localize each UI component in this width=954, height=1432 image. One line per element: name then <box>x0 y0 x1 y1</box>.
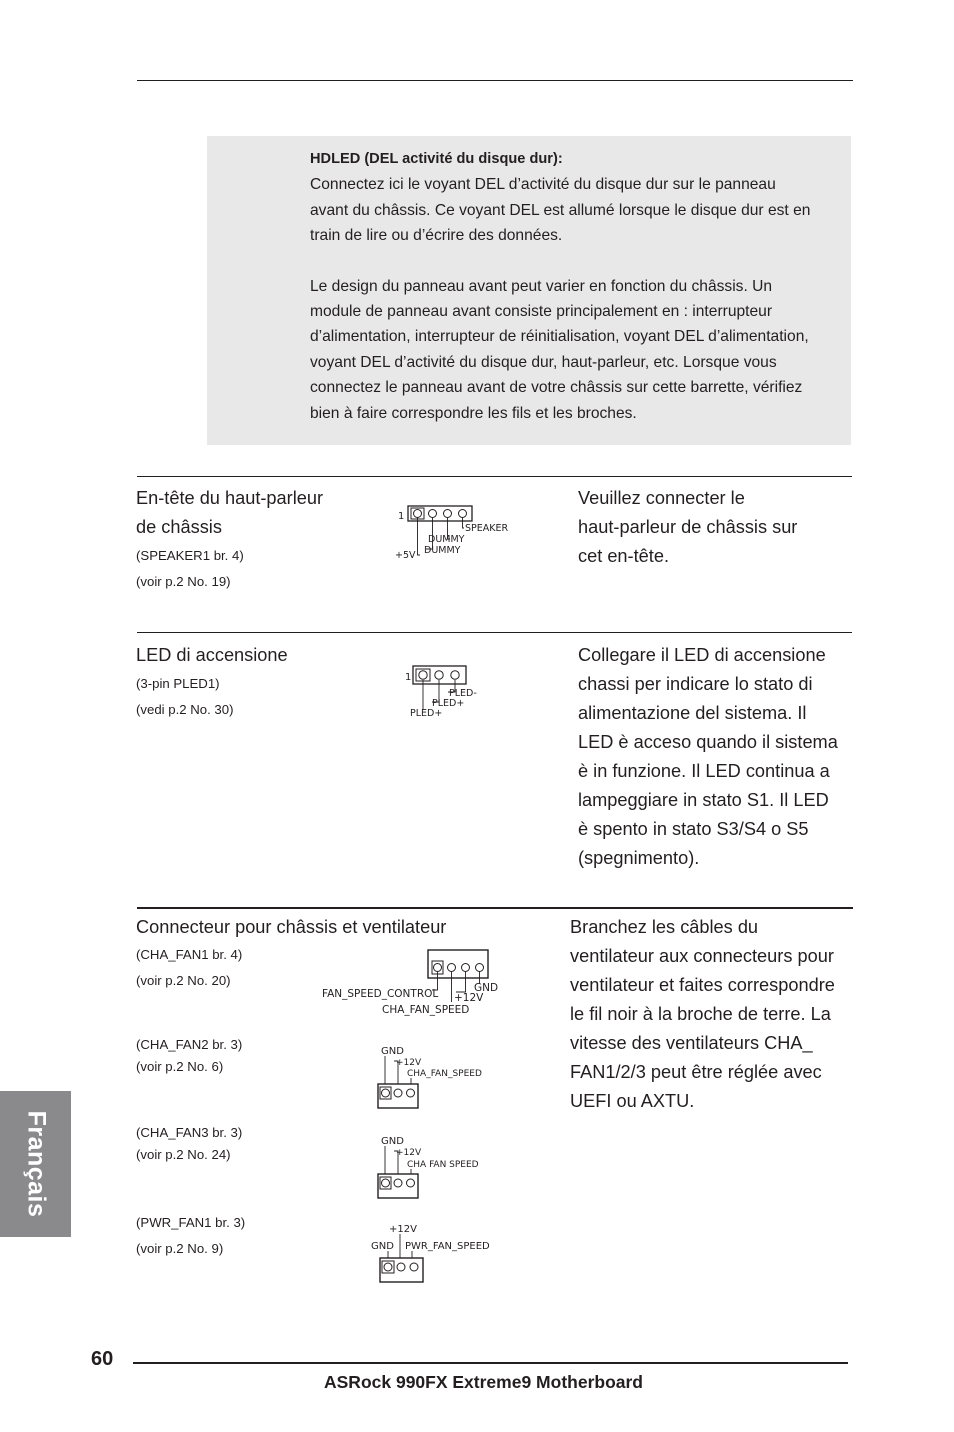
pled-desc-line: è spento in stato S3/S4 o S5 <box>578 819 809 839</box>
language-side-tab-label: Français <box>22 1110 50 1218</box>
cha-fan2-connector <box>378 1084 418 1108</box>
speaker-sub <box>136 543 244 595</box>
footer-title: ASRock 990FX Extreme9 Motherboard <box>324 1372 643 1392</box>
pled-pin <box>451 671 459 679</box>
fan-desc-line: ventilateur et faites correspondre <box>570 975 835 995</box>
top-rule <box>137 80 853 81</box>
cha-fan3-connector <box>378 1174 418 1198</box>
cha-fan-speed-label: CHA_FAN_SPEED <box>407 1069 482 1079</box>
language-side-tab <box>0 1091 71 1237</box>
footer-rule <box>133 1362 848 1364</box>
note-para2-line: bien à faire correspondre les fils et les broches. <box>310 404 637 422</box>
note-para2-line: voyant DEL d’activité du disque dur, haut-parleur, etc. Lorsque vous <box>310 353 777 371</box>
pwr-fan1-pin <box>384 1263 392 1271</box>
cha-fan-speed-label: CHA FAN SPEED <box>407 1160 479 1170</box>
gnd-label: GND <box>381 1136 404 1147</box>
pled-sub-line: (vedi p.2 No. 30) <box>136 702 234 717</box>
fan-rule <box>137 907 853 909</box>
note-para1-line: Connectez ici le voyant DEL d’activité du disque dur sur le panneau <box>310 176 776 194</box>
pled-sub-line: (3-pin PLED1) <box>136 676 220 691</box>
pwr-fan1-pin <box>410 1263 418 1271</box>
speaker-title-line: de châssis <box>136 517 222 537</box>
speaker-title-line: En-tête du haut-parleur <box>136 488 324 508</box>
gnd-label: GND <box>381 1046 404 1057</box>
speaker-label: SPEAKER <box>465 523 509 534</box>
speaker-pin1-label: 1 <box>398 511 405 522</box>
pled-desc-line: LED è acceso quando il sistema <box>578 732 838 752</box>
page-number: 60 <box>91 1348 114 1370</box>
pled-minus-label: PLED- <box>449 688 477 699</box>
cha-fan2-sub-line: (CHA_FAN2 br. 3) <box>136 1037 243 1052</box>
fan-desc-line: vitesse des ventilateurs CHA_ <box>570 1033 813 1053</box>
cha-fan3-diagram <box>374 1130 504 1202</box>
pled-desc-line: chassi per indicare lo stato di <box>578 674 813 694</box>
pled-pin1-label: 1 <box>405 672 412 683</box>
cha-fan1-pin <box>434 964 442 972</box>
speaker-pin <box>459 510 467 518</box>
cha-fan1-pin <box>476 964 484 972</box>
pled-desc-line: alimentazione del sistema. Il <box>578 703 807 723</box>
speaker-sub-line: (voir p.2 No. 19) <box>136 574 231 589</box>
pled-pin <box>419 671 427 679</box>
speaker-header-diagram <box>392 500 522 562</box>
pwr-fan1-sub <box>136 1210 245 1262</box>
note-para2-line: d’alimentation, interrupteur de réinitialisation, voyant DEL d’alimentation, <box>310 328 809 346</box>
pwr-fan1-pin <box>397 1263 405 1271</box>
note-para2-line: connectez le panneau avant de votre châssis sur cette barrette, vérifiez <box>310 379 803 397</box>
fan-desc-line: le fil noir à la broche de terre. La <box>570 1004 831 1024</box>
pled-header-diagram <box>402 660 492 720</box>
cha-fan2-diagram <box>374 1040 504 1112</box>
plus5v-label: +5V <box>395 550 416 561</box>
pled-desc-line: è in funzione. Il LED continua a <box>578 761 830 781</box>
note-para1 <box>310 172 855 248</box>
cha-fan3-sub-line: (voir p.2 No. 24) <box>136 1147 231 1162</box>
pled-desc-line: (spegnimento). <box>578 848 700 868</box>
pwr-fan1-diagram <box>368 1218 508 1288</box>
note-text <box>310 147 855 426</box>
cha-fan3-pin <box>382 1179 390 1187</box>
cha-fan1-sub-line: (CHA_FAN1 br. 4) <box>136 947 243 962</box>
pwr-fan1-sub-line: (voir p.2 No. 9) <box>136 1241 224 1256</box>
cha-fan2-sub-line: (voir p.2 No. 6) <box>136 1059 224 1074</box>
cha-fan2-pin <box>382 1089 390 1097</box>
speaker-rule <box>137 476 852 477</box>
fan-desc-line: FAN1/2/3 peut être réglée avec <box>570 1062 822 1082</box>
pwr-fan-speed-label: PWR_FAN_SPEED <box>405 1241 490 1252</box>
note-para2-line: module de panneau avant consiste principalement en : interrupteur <box>310 303 773 321</box>
pled-desc-line: Collegare il LED di accensione <box>578 645 826 665</box>
plus12v-label: +12V <box>396 1058 422 1068</box>
pled-pin <box>435 671 443 679</box>
fan-desc <box>570 913 835 1116</box>
speaker-desc-line: haut-parleur de châssis sur <box>578 517 798 537</box>
pled-plus-label: PLED+ <box>432 698 465 709</box>
fan-title: Connecteur pour châssis et ventilateur <box>136 917 447 937</box>
gnd-label: GND <box>371 1241 394 1252</box>
fan-desc-line: ventilateur aux connecteurs pour <box>570 946 834 966</box>
note-para2-line: Le design du panneau avant peut varier en fonction du châssis. Un <box>310 277 773 295</box>
fan-desc-line: UEFI ou AXTU. <box>570 1091 695 1111</box>
note-para1-line: train de lire ou d’écrire des données. <box>310 227 563 245</box>
cha-fan1-diagram <box>318 946 508 1018</box>
cha-fan1-pin <box>448 964 456 972</box>
cha-fan-speed-label: CHA_FAN_SPEED <box>382 1004 470 1016</box>
fan-desc-line: Branchez les câbles du <box>570 917 759 937</box>
cha-fan3-pin <box>394 1179 402 1187</box>
speaker-pin <box>414 510 422 518</box>
plus12v-label: +12V <box>396 1148 422 1158</box>
pled-rule <box>137 632 852 633</box>
plus12v-label: +12V <box>454 992 484 1004</box>
pled-desc <box>578 641 838 873</box>
dummy-label: DUMMY <box>424 545 461 556</box>
cha-fan2-pin <box>394 1089 402 1097</box>
cha-fan3-sub-line: (CHA_FAN3 br. 3) <box>136 1125 243 1140</box>
note-title: HDLED (DEL activité du disque dur): <box>310 151 563 167</box>
speaker-desc <box>578 484 797 571</box>
plus12v-label: +12V <box>389 1224 417 1235</box>
speaker-desc-line: cet en-tête. <box>578 546 669 566</box>
cha-fan3-pin <box>407 1179 415 1187</box>
pled-desc-line: lampeggiare in stato S1. Il LED <box>578 790 829 810</box>
dummy-label: DUMMY <box>428 534 465 545</box>
fan-speed-control-label: FAN_SPEED_CONTROL <box>322 988 439 1000</box>
cha-fan3-sub <box>136 1122 242 1166</box>
pled-plus-label: PLED+ <box>410 708 443 719</box>
note-para2 <box>310 274 855 426</box>
note-para1-line: avant du châssis. Ce voyant DEL est allumé lorsque le disque dur est en <box>310 201 811 219</box>
speaker-sub-line: (SPEAKER1 br. 4) <box>136 548 244 563</box>
speaker-pin <box>444 510 452 518</box>
cha-fan1-sub <box>136 942 242 994</box>
cha-fan2-sub <box>136 1034 242 1078</box>
pled-sub <box>136 671 234 723</box>
cha-fan2-pin <box>407 1089 415 1097</box>
pled-title: LED di accensione <box>136 645 288 665</box>
speaker-pin <box>429 510 437 518</box>
speaker-desc-line: Veuillez connecter le <box>578 488 745 508</box>
cha-fan1-pin <box>462 964 470 972</box>
pwr-fan1-sub-line: (PWR_FAN1 br. 3) <box>136 1215 246 1230</box>
cha-fan1-sub-line: (voir p.2 No. 20) <box>136 973 231 988</box>
speaker-title <box>136 484 323 542</box>
gnd-label: GND <box>474 982 499 994</box>
